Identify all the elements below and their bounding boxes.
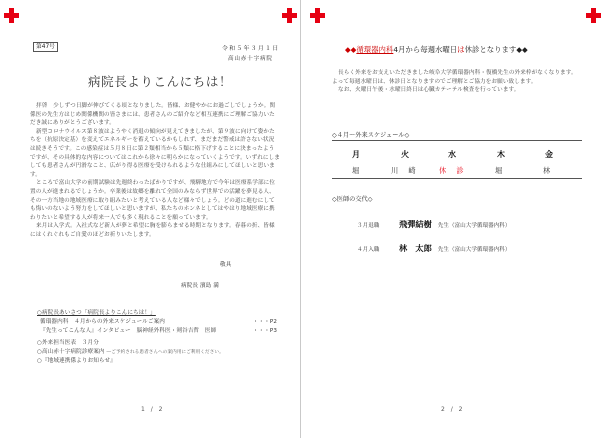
toc-item: ○高山赤十字病院診療案内 ―ご予約される患者さんへの案内用にご利用ください。 <box>37 348 224 355</box>
schedule-doctor: 堀 <box>495 166 504 175</box>
paragraph: なお、火曜日午後・水曜日終日は心臓カテーテル検査を行っています。 <box>338 87 520 94</box>
closing-phrase: 敬具 <box>220 262 232 268</box>
paragraph: 新型コロナウイルス第８波はようやく消退の傾向が見えてきましたが、第９波に向けて姿かたちを（抗原決定基）を変えてエネルギーを蓄えているかもしれず、まだまだ警戒は許さない状況は続きそうです。この感染症は５月８日に第２類相当から５類に格下げすることに決まったようですが、その具体的な内容についてはこれから徐々に明らかになっていくようです。いずれにしましても患者さんが円滑なこと、広がり得る医療を受けられるような仕組みにしてほしいと思います。 <box>30 128 280 178</box>
signature: 病院長 濱島 満 <box>181 283 219 289</box>
red-cross-icon <box>586 8 601 23</box>
issue-number: 第47号 <box>33 42 58 52</box>
staff-change-row: ３月退職 飛彈結樹 先生（富山大学循環器内科） <box>357 219 511 229</box>
staff-change-row: ４月入職 林 太郎 先生（富山大学循環器内科） <box>357 243 511 253</box>
toc-item: 『先生ってこんな人』インタビュー 脳神経外科医・剣谷吉哲 医師 ・・・P3 <box>40 328 277 335</box>
page-number: 2 / 2 <box>441 406 465 413</box>
schedule-divider <box>332 140 582 141</box>
schedule-doctor: 林 <box>543 166 552 175</box>
paragraph: 拝啓 少しずつ日脚が伸びてくる頃となりました。皆様、お健やかにお過ごしでしょうか。関係医の先生方はじめ関係機関の皆さまには、患者さんのご紹介など相互連携にご理解ご協力いただき誠にありがとうございます。 <box>30 103 276 127</box>
hospital-name: 高山赤十字病院 <box>228 56 273 62</box>
red-cross-icon <box>310 8 325 23</box>
schedule-day: 火 <box>401 150 409 159</box>
schedule-day: 水 <box>448 150 456 159</box>
table-of-contents <box>37 309 277 366</box>
red-cross-icon <box>282 8 297 23</box>
toc-item: ○『地域連携係よりお知らせ』 <box>37 357 116 364</box>
newsletter-page-2 <box>302 0 604 438</box>
toc-item: ○外来担当医表 ３月分 <box>37 339 99 346</box>
schedule-divider <box>332 178 582 179</box>
paragraph: ところで富山大学の前期試験は先週終わったばかりですが、飛騨地方で今年は医療系学部に位置の人が進まれるでしょうか。卒業後は故郷を離れて全国のみならず世界での活躍を夢見る人、その一方当地の地域医療に取り組みたいと考えている人など様々でしょう。どの道に進むにしても悔いのないよう努力をしてほしいと思いますが、私たちのホンネとしてはやはり地域医療に携わりたいと希望する人が将来一人でも多く現れることを願っています。 <box>30 180 276 221</box>
schedule-doctor: 堀 <box>352 166 361 175</box>
paragraph: 長らく外来をお支えいただきました岐阜大学循環器内科・復橋先生の外来枠がなくなります。よって毎週水曜日は、休診日となりますのでご理解とご協力をお願い致します。 <box>332 70 577 85</box>
issue-date: 令和５年３月１日 <box>222 46 280 52</box>
newsletter-page-1 <box>0 0 301 438</box>
page-number: 1 / 2 <box>141 406 165 413</box>
staff-change-title: ◇医師の交代◇ <box>332 196 373 203</box>
greeting-body <box>30 102 280 240</box>
page-title: 病院長よりこんにちは！ <box>88 74 233 89</box>
schedule-day: 金 <box>545 150 553 159</box>
schedule-day: 木 <box>497 150 505 159</box>
toc-item: 循環器内科 ４月からの外来スケジュールご案内 ・・・P2 <box>40 319 277 326</box>
schedule-doctor: 川 崎 <box>391 166 418 175</box>
section-heading: ◆◆循環器内科4月から毎週水曜日は休診となります◆◆ <box>345 45 528 54</box>
paragraph: 来月は入学式。入社式など新人が夢と希望に胸を膨らませる時期となります。春暮の折、皆様にはくれぐれもご自愛のほどお祈りいたします。 <box>30 223 275 238</box>
schedule-title: ◇４月～外来スケジュール◇ <box>332 132 410 139</box>
schedule-day: 月 <box>352 150 360 159</box>
red-cross-icon <box>4 8 19 23</box>
notice-body <box>332 69 582 95</box>
toc-item: ○病院長あいさつ「病院長よりこんにちは！」 <box>37 310 156 316</box>
schedule-closed: 休 診 <box>439 166 466 175</box>
